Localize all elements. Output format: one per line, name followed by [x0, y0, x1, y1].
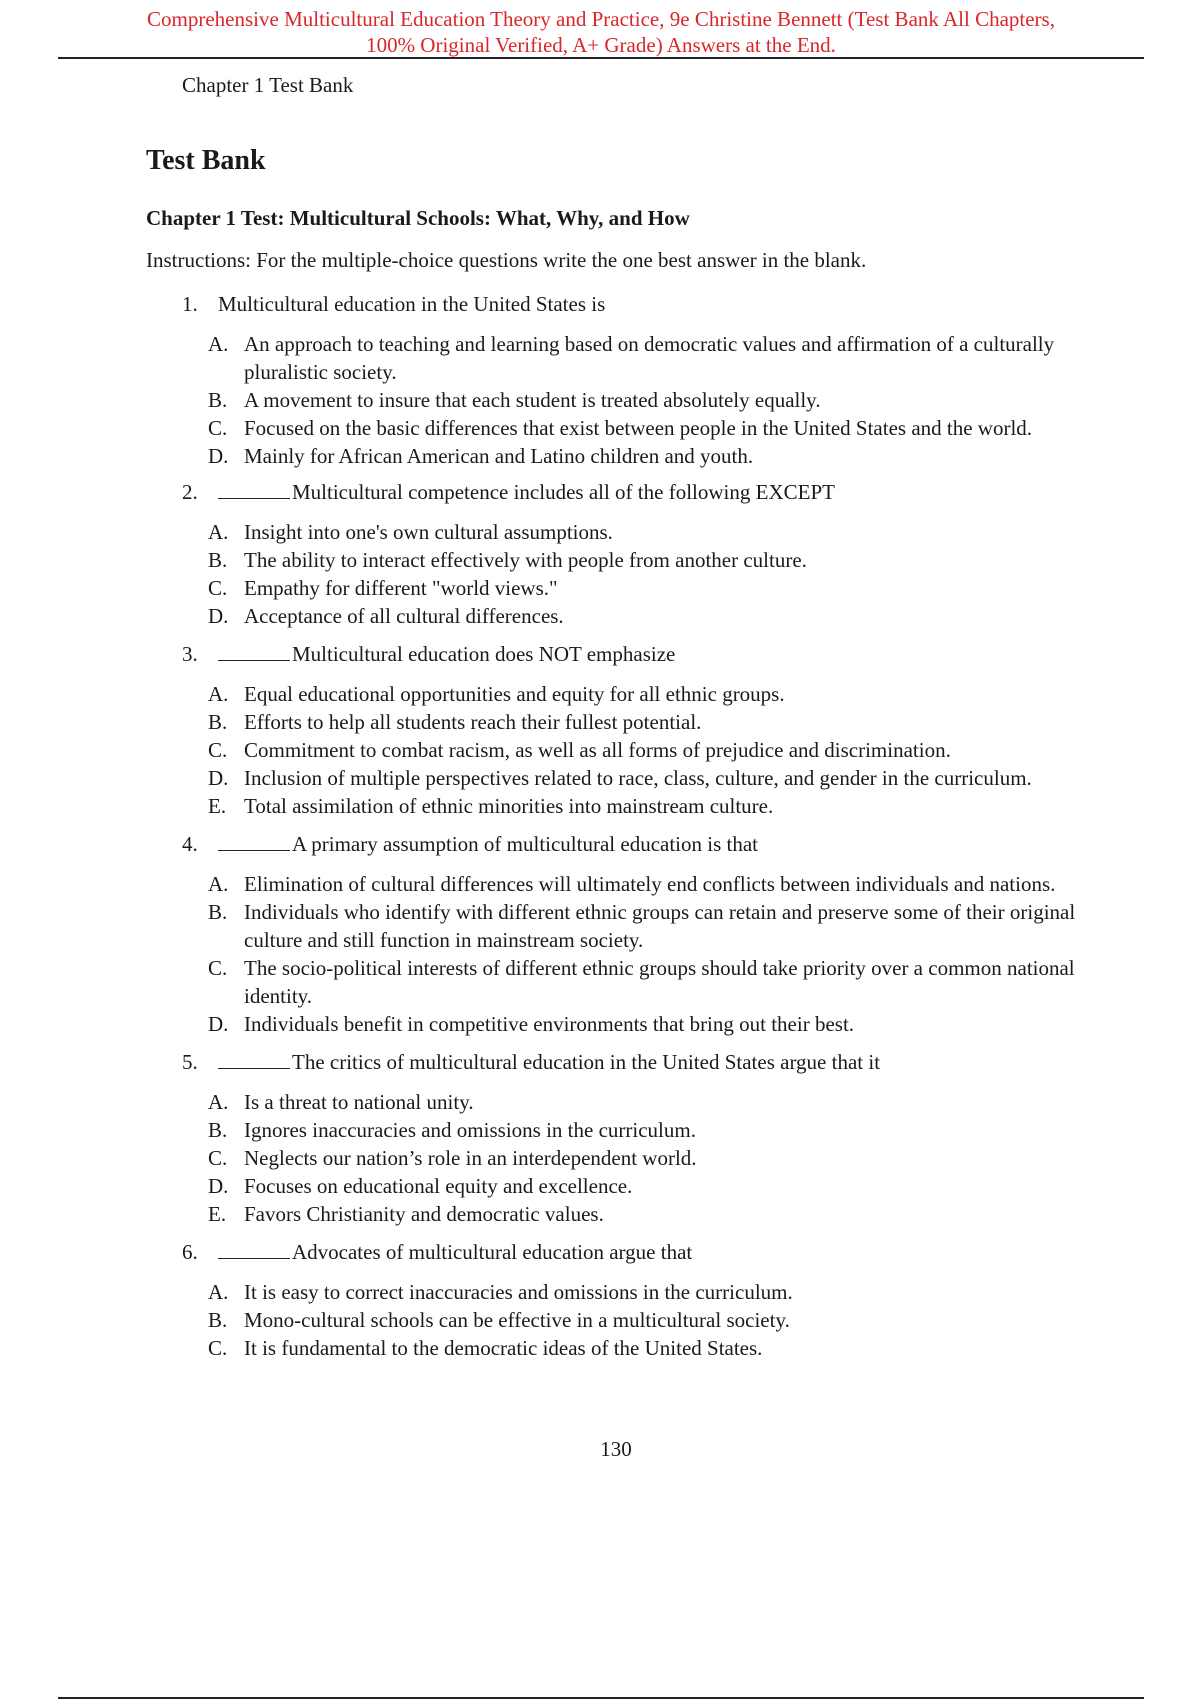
- answer-option: [146, 1278, 1086, 1306]
- option-letter: D.: [208, 444, 229, 468]
- option-letter: E.: [208, 1202, 227, 1226]
- footer-divider: [58, 1697, 1144, 1699]
- option-text: Mainly for African American and Latino children and youth.: [244, 444, 754, 468]
- option-text: An approach to teaching and learning based on democratic values and affirmation of a culturally pluralistic society.: [244, 332, 1055, 384]
- question-1: [146, 290, 1086, 470]
- answer-options: [146, 680, 1086, 820]
- answer-blank[interactable]: [218, 1238, 290, 1259]
- question-5: [146, 1048, 1086, 1228]
- header-divider: [58, 57, 1144, 59]
- option-text: A movement to insure that each student is treated absolutely equally.: [244, 388, 821, 412]
- option-letter: C.: [208, 576, 228, 600]
- answer-options: [146, 518, 1086, 630]
- answer-option: [146, 386, 1086, 414]
- answer-option: [146, 898, 1086, 954]
- answer-option: [146, 546, 1086, 574]
- answer-option: [146, 792, 1086, 820]
- option-letter: B.: [208, 1308, 228, 1332]
- question-3: [146, 640, 1086, 820]
- answer-option: [146, 602, 1086, 630]
- option-text: Ignores inaccuracies and omissions in the curriculum.: [244, 1118, 696, 1142]
- answer-blank[interactable]: [218, 1048, 290, 1069]
- option-letter: B.: [208, 710, 228, 734]
- option-letter: C.: [208, 738, 228, 762]
- option-letter: D.: [208, 1174, 229, 1198]
- answer-option: [146, 736, 1086, 764]
- option-text: Individuals benefit in competitive environments that bring out their best.: [244, 1012, 855, 1036]
- option-text: Empathy for different "world views.": [244, 576, 558, 600]
- question-number: 4.: [182, 832, 198, 856]
- answer-option: [146, 1010, 1086, 1038]
- question-6: [146, 1238, 1086, 1362]
- option-text: Acceptance of all cultural differences.: [244, 604, 564, 628]
- option-letter: D.: [208, 604, 229, 628]
- option-text: Equal educational opportunities and equity for all ethnic groups.: [244, 682, 785, 706]
- question-number: 5.: [182, 1050, 198, 1074]
- answer-option: [146, 1200, 1086, 1228]
- page-number: 130: [600, 1437, 632, 1461]
- answer-option: [146, 708, 1086, 736]
- answer-option: [146, 518, 1086, 546]
- answer-option: [146, 442, 1086, 470]
- chapter-label: Chapter 1 Test Bank: [182, 73, 354, 97]
- document-header: [58, 6, 1144, 58]
- answer-options: [146, 1088, 1086, 1228]
- option-text: Total assimilation of ethnic minorities into mainstream culture.: [244, 794, 774, 818]
- question-2: [146, 478, 1086, 630]
- answer-option: [146, 870, 1086, 898]
- question-stem: [146, 640, 1086, 668]
- option-letter: B.: [208, 388, 228, 412]
- option-letter: D.: [208, 1012, 229, 1036]
- option-letter: B.: [208, 548, 228, 572]
- option-letter: C.: [208, 1336, 228, 1360]
- option-text: Commitment to combat racism, as well as all forms of prejudice and discrimination.: [244, 738, 951, 762]
- question-text: Multicultural education does NOT emphasize: [292, 642, 676, 666]
- option-text: It is easy to correct inaccuracies and omissions in the curriculum.: [244, 1280, 793, 1304]
- answer-option: [146, 1144, 1086, 1172]
- answer-option: [146, 680, 1086, 708]
- option-letter: A.: [208, 520, 229, 544]
- question-number: 6.: [182, 1240, 198, 1264]
- option-text: Efforts to help all students reach their fullest potential.: [244, 710, 702, 734]
- question-stem: [146, 1048, 1086, 1076]
- question-text: Advocates of multicultural education argue that: [292, 1240, 693, 1264]
- answer-option: [146, 954, 1086, 1010]
- answer-option: [146, 1172, 1086, 1200]
- option-text: The ability to interact effectively with people from another culture.: [244, 548, 807, 572]
- option-letter: E.: [208, 794, 227, 818]
- option-letter: D.: [208, 766, 229, 790]
- option-letter: A.: [208, 872, 229, 896]
- question-number: 2.: [182, 480, 198, 504]
- answer-option: [146, 1334, 1086, 1362]
- option-text: Individuals who identify with different ethnic groups can retain and preserve some of their original culture and still function in mainstream society.: [244, 900, 1076, 952]
- option-letter: C.: [208, 1146, 228, 1170]
- question-4: [146, 830, 1086, 1038]
- option-text: Focused on the basic differences that exist between people in the United States and the world.: [244, 416, 1033, 440]
- question-text: Multicultural education in the United States is: [218, 292, 606, 316]
- answer-option: [146, 764, 1086, 792]
- header-line-2: 100% Original Verified, A+ Grade) Answers at the End.: [366, 33, 836, 57]
- question-text: Multicultural competence includes all of the following EXCEPT: [292, 480, 835, 504]
- option-text: Elimination of cultural differences will ultimately end conflicts between individuals and nations.: [244, 872, 1056, 896]
- question-text: The critics of multicultural education in the United States argue that it: [292, 1050, 881, 1074]
- page-title: Test Bank: [146, 145, 266, 176]
- option-letter: A.: [208, 1090, 229, 1114]
- option-text: It is fundamental to the democratic ideas of the United States.: [244, 1336, 763, 1360]
- question-stem: [146, 290, 1086, 318]
- option-text: Neglects our nation’s role in an interdependent world.: [244, 1146, 697, 1170]
- answer-option: [146, 330, 1086, 386]
- option-text: Is a threat to national unity.: [244, 1090, 474, 1114]
- header-line-1: Comprehensive Multicultural Education Theory and Practice, 9e Christine Bennett (Test Bank All Chapters,: [147, 7, 1055, 31]
- answer-option: [146, 414, 1086, 442]
- answer-options: [146, 1278, 1086, 1362]
- option-letter: A.: [208, 1280, 229, 1304]
- answer-option: [146, 574, 1086, 602]
- answer-blank[interactable]: [218, 478, 290, 499]
- option-text: Insight into one's own cultural assumptions.: [244, 520, 613, 544]
- answer-blank[interactable]: [218, 640, 290, 661]
- answer-option: [146, 1088, 1086, 1116]
- option-letter: C.: [208, 416, 228, 440]
- answer-option: [146, 1116, 1086, 1144]
- question-list: [146, 290, 1086, 1362]
- option-letter: B.: [208, 1118, 228, 1142]
- answer-options: [146, 870, 1086, 1038]
- option-text: The socio-political interests of different ethnic groups should take priority over a common national identity.: [244, 956, 1075, 1008]
- question-number: 1.: [182, 292, 198, 316]
- answer-blank[interactable]: [218, 830, 290, 851]
- instructions: Instructions: For the multiple-choice questions write the one best answer in the blank.: [146, 248, 867, 272]
- option-letter: A.: [208, 682, 229, 706]
- option-letter: C.: [208, 956, 228, 980]
- option-text: Mono-cultural schools can be effective in a multicultural society.: [244, 1308, 790, 1332]
- answer-option: [146, 1306, 1086, 1334]
- option-letter: A.: [208, 332, 229, 356]
- question-stem: [146, 830, 1086, 858]
- chapter-test-title: Chapter 1 Test: Multicultural Schools: What, Why, and How: [146, 206, 690, 230]
- option-text: Favors Christianity and democratic values.: [244, 1202, 604, 1226]
- question-text: A primary assumption of multicultural education is that: [292, 832, 758, 856]
- answer-options: [146, 330, 1086, 470]
- option-letter: B.: [208, 900, 228, 924]
- option-text: Focuses on educational equity and excellence.: [244, 1174, 633, 1198]
- question-stem: [146, 478, 1086, 506]
- question-number: 3.: [182, 642, 198, 666]
- question-stem: [146, 1238, 1086, 1266]
- option-text: Inclusion of multiple perspectives related to race, class, culture, and gender in the curriculum.: [244, 766, 1032, 790]
